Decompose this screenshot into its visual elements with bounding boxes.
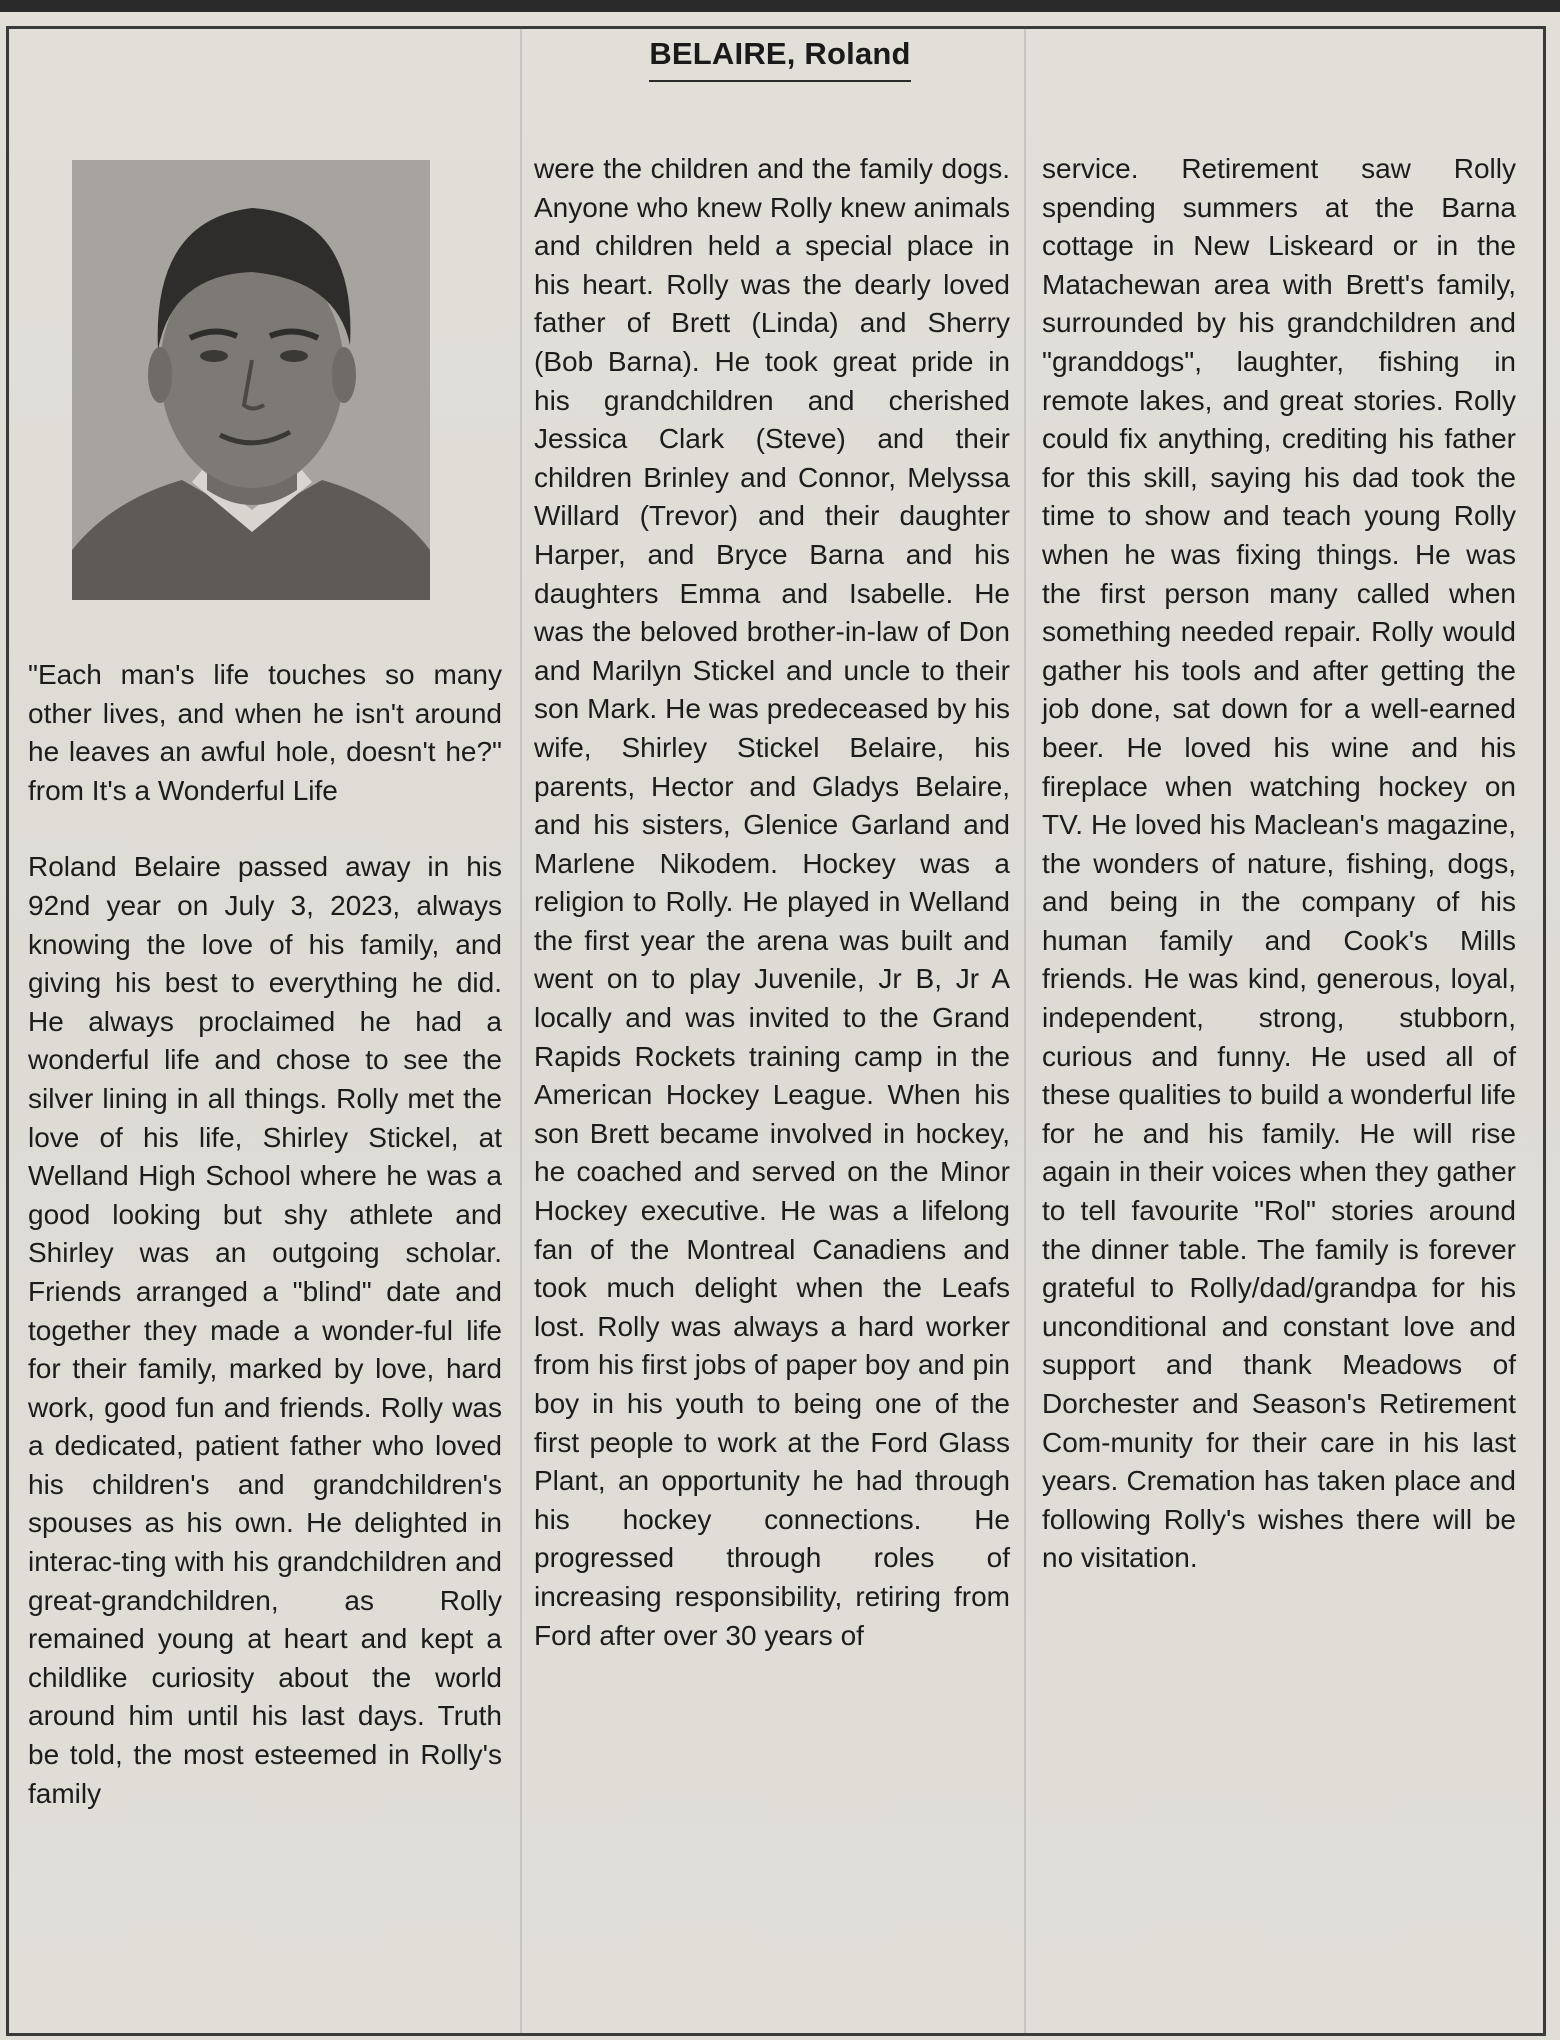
portrait-photo <box>72 160 430 600</box>
column-3-text: service. Retirement saw Rolly spending summers at the Barna cottage in New Liskeard or in the Matachewan area with Brett's family, surrounded by his grandchildren and "granddogs", laughter, fishing in remote lakes, and great stories. Rolly could fix anything, crediting his father for this skill, saying his dad took the time to show and teach young Rolly when he was fixing things. He was the first person many called when something needed repair. Rolly would gather his tools and after getting the job done, sat down for a well-earned beer. He loved his wine and his fireplace when watching hockey on TV. He loved his Maclean's magazine, the wonders of nature, fishing, dogs, and being in the company of his human family and Cook's Mills friends. He was kind, generous, loyal, independent, strong, stubborn, curious and funny. He used all of these qualities to build a wonderful life for he and his family. He will rise again in their voices when they gather to tell favourite "Rol" stories around the dinner table. The family is forever grateful to Rolly/dad/grandpa for his unconditional and constant love and support and thank Meadows of Dorchester and Season's Retirement Com-munity for their care in his last years. Cremation has taken place and following Rolly's wishes there will be no visitation. <box>1042 153 1516 1574</box>
column-1-text: Roland Belaire passed away in his 92nd year on July 3, 2023, always knowing the love of his family, and giving his best to everything he did. He always proclaimed he had a wonderful life and chose to see the silver lining in all things. Rolly met the love of his life, Shirley Stickel, at Welland High School where he was a good looking but shy athlete and Shirley was an outgoing scholar. Friends arranged a "blind" date and together they made a wonder-ful life for their family, marked by love, hard work, good fun and friends. Rolly was a dedicated, patient father who loved his children's and grandchildren's spouses as his own. He delighted in interac-ting with his grandchildren and great-grandchildren, as Rolly remained young at heart and kept a childlike curiosity about the world around him until his last days. Truth be told, the most esteemed in Rolly's family <box>28 851 502 1809</box>
column-fold <box>1024 26 1026 2036</box>
column-fold <box>520 26 522 2036</box>
column-1 <box>28 656 502 1813</box>
opening-quote: "Each man's life touches so many other lives, and when he isn't around he leaves an awful hole, doesn't he?" from It's a Wonderful Life <box>28 659 502 806</box>
obituary-headline: BELAIRE, Roland <box>649 36 910 82</box>
column-2-text: were the children and the family dogs. Anyone who knew Rolly knew animals and children held a special place in his heart. Rolly was the dearly loved father of Brett (Linda) and Sherry (Bob Barna). He took great pride in his grandchildren and cherished Jessica Clark (Steve) and their children Brinley and Connor, Melyssa Willard (Trevor) and their daughter Harper, and Bryce Barna and his daughters Emma and Isabelle. He was the beloved brother-in-law of Don and Marilyn Stickel and uncle to their son Mark. He was predeceased by his wife, Shirley Stickel Belaire, his parents, Hector and Gladys Belaire, and his sisters, Glenice Garland and Marlene Nikodem. Hockey was a religion to Rolly. He played in Welland the first year the arena was built and went on to play Juvenile, Jr B, Jr A locally and was invited to the Grand Rapids Rockets training camp in the American Hockey League. When his son Brett became involved in hockey, he coached and served on the Minor Hockey executive. He was a lifelong fan of the Montreal Canadiens and took much delight when the Leafs lost. Rolly was always a hard worker from his first jobs of paper boy and pin boy in his youth to being one of the first people to work at the Ford Glass Plant, an opportunity he had through his hockey connections. He progressed through roles of increasing responsibility, retiring from Ford after over 30 years of <box>534 153 1010 1651</box>
headline-wrap <box>0 36 1560 82</box>
portrait-illustration <box>72 160 430 600</box>
column-3 <box>1042 150 1516 1578</box>
top-rule <box>0 0 1560 12</box>
column-2 <box>534 150 1010 1655</box>
